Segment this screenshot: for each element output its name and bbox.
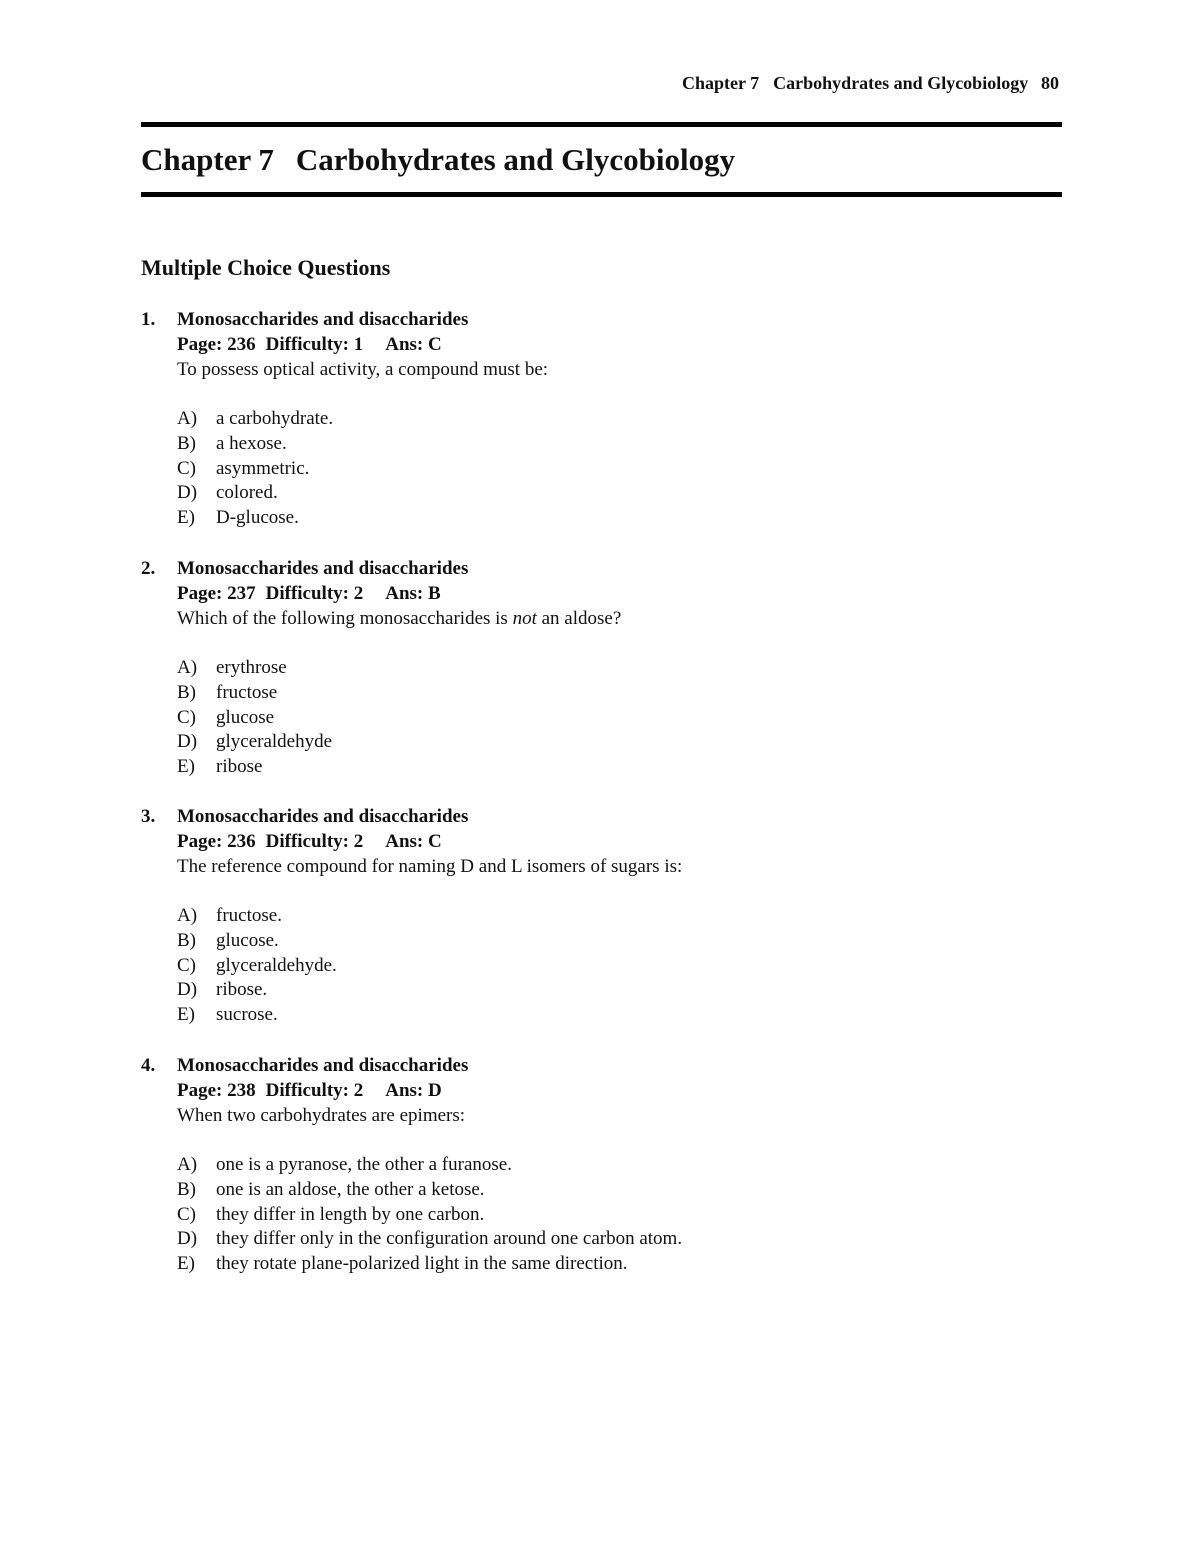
answer-option: A) fructose.	[177, 905, 282, 926]
difficulty-label: Difficulty:	[265, 583, 349, 604]
answer-option: A) a carbohydrate.	[177, 408, 334, 429]
stem-emphasis: not	[512, 608, 537, 629]
answer-label: Ans:	[385, 1080, 424, 1101]
running-header-title: Carbohydrates and Glycobiology	[773, 73, 1029, 93]
answer-option: C) asymmetric.	[177, 457, 310, 479]
answer-option: B) fructose	[177, 681, 278, 703]
question-1	[141, 307, 1041, 531]
answer-options	[141, 1153, 1041, 1277]
answer-option: C) glyceraldehyde.	[177, 954, 337, 976]
question-stem: The reference compound for naming D and L isomers of sugars is:	[177, 856, 683, 877]
difficulty-label: Difficulty:	[265, 1080, 349, 1101]
answer-option: D) glyceraldehyde	[177, 731, 333, 753]
question-topic: Monosaccharides and disaccharides	[177, 1055, 469, 1076]
question-number: 2.	[141, 558, 156, 579]
answer-options	[141, 904, 1041, 1028]
answer-value: C	[428, 831, 442, 852]
answer-option: C) they differ in length by one carbon.	[177, 1203, 485, 1225]
question-stem: When two carbohydrates are epimers:	[177, 1105, 466, 1126]
page-value: 236	[227, 334, 256, 355]
page-label: Page:	[177, 1080, 223, 1101]
answer-option: A) erythrose	[177, 657, 287, 678]
answer-label: Ans:	[385, 334, 424, 355]
question-meta	[177, 1078, 1041, 1103]
question-meta	[177, 581, 1041, 606]
difficulty-value: 2	[353, 1080, 364, 1101]
question-topic: Monosaccharides and disaccharides	[177, 309, 469, 330]
page-value: 238	[227, 1080, 256, 1101]
page-value: 237	[227, 583, 256, 604]
question-4	[141, 1053, 1041, 1277]
answer-option: E) D-glucose.	[177, 507, 299, 528]
answer-value: D	[428, 1080, 442, 1101]
answer-options	[141, 407, 1041, 531]
answer-option: D) they differ only in the configuration around one carbon atom.	[177, 1228, 683, 1250]
difficulty-label: Difficulty:	[265, 831, 349, 852]
answer-label: Ans:	[385, 831, 424, 852]
question-3	[141, 804, 1041, 1028]
question-stem: Which of the following monosaccharides is not an aldose?	[177, 608, 622, 629]
answer-options	[141, 656, 1041, 780]
section-title: Multiple Choice Questions	[141, 255, 391, 280]
answer-option: E) ribose	[177, 756, 263, 777]
chapter-name: Carbohydrates and Glycobiology	[295, 142, 736, 177]
chapter-title	[141, 140, 735, 180]
chapter-label: Chapter 7	[141, 142, 274, 177]
difficulty-value: 1	[353, 334, 364, 355]
question-meta	[177, 332, 1041, 357]
running-header-chapter: Chapter 7	[682, 73, 760, 93]
page-label: Page:	[177, 831, 223, 852]
title-rule-bottom	[141, 192, 1062, 197]
answer-option: E) sucrose.	[177, 1004, 278, 1025]
question-stem: To possess optical activity, a compound must be:	[177, 359, 549, 380]
title-rule-top	[141, 122, 1062, 127]
question-number: 1.	[141, 309, 156, 330]
question-topic: Monosaccharides and disaccharides	[177, 806, 469, 827]
answer-option: C) glucose	[177, 706, 275, 728]
page-label: Page:	[177, 334, 223, 355]
answer-option: D) ribose.	[177, 979, 268, 1001]
page-value: 236	[227, 831, 256, 852]
answer-option: E) they rotate plane-polarized light in the same direction.	[177, 1253, 628, 1274]
question-topic: Monosaccharides and disaccharides	[177, 558, 469, 579]
question-meta	[177, 829, 1041, 854]
answer-option: B) one is an aldose, the other a ketose.	[177, 1178, 485, 1200]
question-2	[141, 556, 1041, 780]
page-number: 80	[1041, 73, 1059, 93]
answer-value: B	[428, 583, 441, 604]
question-number: 4.	[141, 1055, 156, 1076]
answer-label: Ans:	[385, 583, 424, 604]
answer-value: C	[428, 334, 442, 355]
difficulty-label: Difficulty:	[265, 334, 349, 355]
difficulty-value: 2	[353, 583, 364, 604]
page-label: Page:	[177, 583, 223, 604]
difficulty-value: 2	[353, 831, 364, 852]
question-number: 3.	[141, 806, 156, 827]
answer-option: A) one is a pyranose, the other a furanose.	[177, 1154, 512, 1175]
answer-option: B) a hexose.	[177, 432, 287, 454]
running-header	[682, 70, 1062, 96]
answer-option: D) colored.	[177, 482, 278, 504]
answer-option: B) glucose.	[177, 929, 279, 951]
